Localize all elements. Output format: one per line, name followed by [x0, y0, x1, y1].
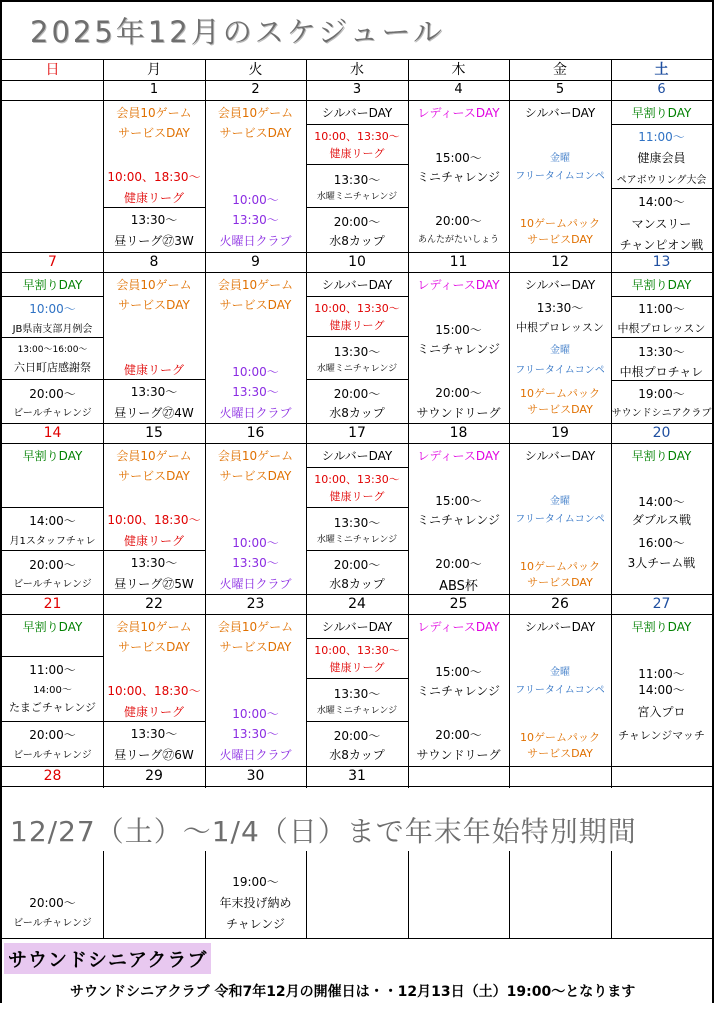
schedule-entry: シルバーDAY	[524, 620, 596, 634]
weekday-header: 木	[451, 62, 466, 78]
grid-line	[103, 721, 205, 722]
grid-line	[2, 423, 712, 424]
date-number: 23	[246, 596, 265, 612]
schedule-entry: レディースDAY	[417, 620, 500, 634]
schedule-entry: 3人チーム戦	[627, 556, 696, 570]
schedule-entry: レディースDAY	[417, 449, 500, 463]
schedule-entry: ミニチャレンジ	[416, 342, 501, 356]
schedule-entry: ミニチャレンジ	[416, 170, 501, 184]
schedule-entry: 10ゲームパック	[520, 387, 600, 400]
date-number: 12	[551, 254, 569, 270]
schedule-entry: 健康リーグ	[329, 490, 385, 503]
weekday-header: 金	[553, 62, 567, 78]
schedule-entry: シルバーDAY	[524, 449, 596, 463]
schedule-entry: 13:30～	[333, 516, 381, 530]
schedule-entry: 宮入プロ	[637, 705, 686, 719]
grid-line	[306, 296, 408, 297]
schedule-entry: 20:00～	[435, 728, 482, 742]
date-number: 17	[348, 425, 366, 441]
grid-line	[2, 379, 103, 380]
schedule-entry: 早割りDAY	[22, 620, 83, 634]
schedule-entry: フリータイムコンペ	[515, 514, 605, 525]
schedule-entry: 火曜日クラブ	[219, 406, 292, 420]
weekday-header: 月	[147, 62, 161, 78]
grid-line	[306, 164, 408, 165]
schedule-entry: 中根プロレッスン	[617, 322, 706, 335]
schedule-entry: 健康リーグ	[123, 705, 184, 719]
grid-line	[2, 938, 712, 939]
date-number: 6	[657, 82, 666, 97]
schedule-entry: ビールチャレンジ	[13, 408, 92, 419]
grid-line	[205, 59, 206, 788]
schedule-entry: 13:30～	[232, 385, 279, 399]
schedule-entry: ダブルス戦	[631, 513, 692, 527]
grid-line	[2, 766, 712, 767]
schedule-entry: 10ゲームパック	[520, 731, 600, 744]
schedule-entry: 20:00～	[435, 214, 482, 228]
schedule-entry: 15:00～	[435, 494, 482, 508]
schedule-entry: 11:00～	[638, 130, 685, 144]
grid-line	[306, 379, 408, 380]
schedule-entry: 健康会員	[637, 151, 686, 165]
schedule-entry: マンスリー	[631, 217, 692, 231]
date-number: 9	[251, 254, 260, 270]
schedule-entry: 昼リーグ㉗6W	[114, 748, 194, 762]
schedule-entry: サービスDAY	[118, 126, 190, 140]
grid-line	[611, 124, 712, 125]
grid-line	[2, 594, 712, 595]
grid-line	[306, 550, 408, 551]
schedule-entry: 13:30～	[130, 213, 178, 227]
schedule-entry: 金曜	[550, 153, 570, 164]
schedule-entry: 10:00～	[232, 536, 279, 550]
schedule-entry: 中根プロチャレ	[619, 365, 704, 379]
date-number: 21	[43, 596, 62, 612]
schedule-entry: ミニチャレンジ	[416, 684, 501, 698]
schedule-entry: 水曜ミニチャレンジ	[316, 364, 398, 374]
grid-line	[509, 851, 510, 938]
date-number: 2	[251, 82, 260, 97]
schedule-entry: 早割りDAY	[22, 449, 83, 463]
schedule-entry: 水曜ミニチャレンジ	[316, 706, 398, 716]
grid-line	[2, 100, 712, 101]
schedule-entry: 13:30～	[638, 345, 685, 359]
schedule-entry: 火曜日クラブ	[219, 577, 292, 591]
grid-line	[103, 851, 104, 938]
weekday-header: 日	[45, 62, 60, 78]
date-number: 16	[246, 425, 265, 441]
schedule-entry: サービスDAY	[527, 403, 593, 416]
schedule-entry: 13:30～	[536, 301, 584, 315]
schedule-entry: 会員10ゲーム	[116, 278, 192, 292]
schedule-entry: 20:00～	[29, 387, 76, 401]
schedule-entry: サービスDAY	[219, 469, 292, 483]
grid-line	[2, 443, 712, 444]
schedule-entry: チャレンジマッチ	[618, 729, 705, 742]
grid-line	[306, 507, 408, 508]
schedule-entry: レディースDAY	[417, 106, 500, 120]
grid-line	[2, 550, 103, 551]
schedule-entry: 健康リーグ	[123, 191, 184, 205]
schedule-entry: ペアボウリング大会	[616, 175, 707, 186]
schedule-entry: サービスDAY	[219, 126, 292, 140]
date-number: 4	[454, 82, 463, 97]
date-number: 1	[149, 82, 159, 97]
schedule-entry: サウンドシニアクラブ	[611, 408, 712, 419]
schedule-entry: 19:00～	[638, 387, 685, 401]
sound-senior-label: サウンドシニアクラブ	[4, 943, 211, 974]
date-number: 28	[43, 768, 62, 784]
date-number: 26	[551, 596, 569, 612]
schedule-entry: 金曜	[550, 667, 570, 678]
schedule-entry: 健康リーグ	[329, 319, 385, 332]
schedule-entry: 中根プロレッスン	[516, 321, 604, 334]
schedule-entry: 10:00～	[29, 302, 76, 316]
schedule-entry: 昼リーグ㉗4W	[114, 406, 194, 420]
schedule-entry: 年末投げ納め	[219, 896, 292, 910]
date-number: 14	[43, 425, 62, 441]
schedule-entry: フリータイムコンペ	[515, 365, 605, 376]
schedule-entry: シルバーDAY	[321, 278, 393, 292]
schedule-entry: シルバーDAY	[321, 449, 393, 463]
schedule-entry: 10ゲームパック	[520, 217, 600, 230]
schedule-entry: 10:00～	[232, 707, 279, 721]
schedule-entry: シルバーDAY	[524, 278, 596, 292]
grid-line	[611, 380, 712, 381]
grid-line	[306, 678, 408, 679]
schedule-entry: 水8カップ	[329, 234, 385, 248]
date-number: 8	[149, 254, 159, 270]
holiday-banner: 12/27（土）～1/4（日）まで年末年始特別期間	[10, 815, 637, 848]
grid-line	[306, 638, 408, 639]
schedule-entry: 会員10ゲーム	[217, 106, 294, 120]
date-number: 30	[246, 768, 265, 784]
schedule-entry: 金曜	[550, 496, 570, 507]
grid-line	[2, 272, 712, 273]
schedule-entry: 健康リーグ	[123, 534, 184, 548]
schedule-entry: 10:00、13:30～	[314, 302, 400, 315]
schedule-entry: サービスDAY	[219, 298, 292, 312]
date-number: 18	[449, 425, 468, 441]
date-number: 7	[48, 254, 57, 270]
schedule-entry: 15:00～	[435, 665, 482, 679]
schedule-entry: ビールチャレンジ	[13, 750, 92, 761]
schedule-entry: 20:00～	[435, 386, 482, 400]
date-number: 11	[449, 254, 468, 270]
schedule-entry: 14:00～	[638, 683, 685, 697]
schedule-entry: サウンドリーグ	[416, 748, 501, 762]
schedule-entry: 10:00、18:30～	[107, 170, 201, 184]
schedule-entry: 14:00～	[29, 514, 76, 528]
schedule-entry: 13:30～	[130, 727, 178, 741]
schedule-entry: 15:00～	[435, 323, 482, 337]
schedule-entry: 会員10ゲーム	[116, 106, 192, 120]
grid-line	[2, 252, 712, 253]
schedule-entry: 13:30～	[232, 213, 279, 227]
schedule-entry: 健康リーグ	[329, 661, 385, 674]
schedule-entry: 会員10ゲーム	[217, 278, 294, 292]
grid-line	[306, 207, 408, 208]
schedule-entry: 20:00～	[29, 896, 76, 910]
schedule-entry: 19:00～	[232, 875, 279, 889]
schedule-entry: 火曜日クラブ	[219, 748, 292, 762]
schedule-entry: 10:00～	[232, 193, 279, 207]
grid-line	[408, 851, 409, 938]
schedule-entry: サウンドリーグ	[416, 406, 501, 420]
schedule-entry: 14:00～	[638, 495, 685, 509]
schedule-entry: 会員10ゲーム	[116, 620, 192, 634]
grid-line	[306, 467, 408, 468]
date-number: 15	[145, 425, 163, 441]
grid-line	[306, 721, 408, 722]
schedule-entry: あんたがたいしょう	[417, 235, 499, 245]
grid-line	[611, 296, 712, 297]
grid-line	[2, 507, 103, 508]
grid-line	[2, 337, 103, 338]
date-number: 22	[145, 596, 163, 612]
schedule-entry: サービスDAY	[527, 576, 593, 589]
date-number: 13	[652, 254, 671, 270]
schedule-entry: ビールチャレンジ	[13, 918, 92, 929]
date-number: 29	[145, 768, 163, 784]
schedule-entry: 14:00～	[33, 685, 72, 696]
schedule-entry: 水曜ミニチャレンジ	[316, 535, 398, 545]
schedule-entry: 20:00～	[333, 387, 381, 401]
grid-line	[103, 379, 205, 380]
schedule-entry: フリータイムコンペ	[515, 171, 605, 182]
date-number: 31	[348, 768, 366, 784]
schedule-entry: 会員10ゲーム	[217, 620, 294, 634]
schedule-entry: 20:00～	[29, 558, 76, 572]
schedule-entry: 早割りDAY	[22, 278, 83, 292]
schedule-entry: 13:30～	[232, 727, 279, 741]
schedule-entry: 10:00、13:30～	[314, 473, 400, 486]
schedule-entry: レディースDAY	[417, 278, 500, 292]
schedule-entry: 13:00～16:00～	[17, 345, 88, 355]
schedule-entry: 13:30～	[333, 345, 381, 359]
schedule-entry: 11:00～	[638, 302, 685, 316]
schedule-entry: サービスDAY	[219, 640, 292, 654]
schedule-entry: 20:00～	[435, 557, 482, 571]
schedule-entry: 早割りDAY	[631, 106, 692, 120]
schedule-entry: 早割りDAY	[631, 278, 692, 292]
schedule-entry: 20:00～	[333, 558, 381, 572]
date-number: 20	[652, 425, 671, 441]
schedule-entry: 11:00～	[29, 663, 76, 677]
date-number: 3	[352, 82, 362, 97]
schedule-entry: 13:30～	[333, 173, 381, 187]
schedule-entry: 13:30～	[333, 687, 381, 701]
schedule-entry: 月1スタッフチャレ	[9, 536, 96, 547]
schedule-entry: サービスDAY	[527, 233, 593, 246]
schedule-entry: 早割りDAY	[631, 449, 692, 463]
schedule-entry: 水8カップ	[329, 577, 385, 591]
grid-line	[2, 656, 103, 657]
date-number: 5	[555, 82, 565, 97]
schedule-entry: 10ゲームパック	[520, 560, 600, 573]
schedule-entry: 昼リーグ㉗3W	[114, 234, 194, 248]
schedule-entry: 20:00～	[333, 729, 381, 743]
schedule-entry: 水8カップ	[329, 748, 385, 762]
schedule-entry: 火曜日クラブ	[219, 234, 292, 248]
schedule-entry: 六日町店感謝祭	[14, 361, 91, 374]
schedule-entry: サービスDAY	[118, 640, 190, 654]
schedule-entry: サービスDAY	[118, 469, 190, 483]
grid-line	[2, 721, 103, 722]
schedule-entry: シルバーDAY	[321, 106, 393, 120]
schedule-entry: 10:00、13:30～	[314, 130, 400, 143]
grid-line	[306, 124, 408, 125]
schedule-entry: 10:00、18:30～	[107, 684, 201, 698]
schedule-entry: たまごチャレンジ	[8, 701, 97, 714]
schedule-entry: ミニチャレンジ	[416, 513, 501, 527]
page-title: 2025年12月のスケジュール	[30, 15, 445, 49]
grid-line	[103, 550, 205, 551]
grid-line	[611, 851, 612, 938]
schedule-entry: 11:00～	[638, 667, 685, 681]
grid-line	[103, 207, 205, 208]
weekday-header: 土	[654, 62, 669, 78]
grid-line	[2, 786, 712, 787]
footer-note: サウンドシニアクラブ 令和7年12月の開催日は・・12月13日（土）19:00～となります	[70, 984, 636, 1000]
schedule-entry: 15:00～	[435, 151, 482, 165]
schedule-entry: 健康リーグ	[123, 363, 184, 377]
weekday-header: 水	[350, 62, 364, 78]
schedule-entry: 14:00～	[638, 195, 685, 209]
schedule-entry: 10:00、18:30～	[107, 513, 201, 527]
schedule-entry: 10:00、13:30～	[314, 644, 400, 657]
schedule-entry: シルバーDAY	[524, 106, 596, 120]
date-number: 25	[449, 596, 468, 612]
schedule-entry: 会員10ゲーム	[217, 449, 294, 463]
schedule-entry: 早割りDAY	[631, 620, 692, 634]
schedule-entry: 健康リーグ	[329, 147, 385, 160]
date-number: 10	[348, 254, 366, 270]
schedule-entry: 13:30～	[130, 556, 178, 570]
schedule-entry: ビールチャレンジ	[13, 579, 92, 590]
schedule-entry: 10:00～	[232, 365, 279, 379]
grid-line	[2, 296, 103, 297]
schedule-entry: 会員10ゲーム	[116, 449, 192, 463]
grid-line	[306, 336, 408, 337]
date-number: 27	[652, 596, 671, 612]
schedule-entry: サービスDAY	[118, 298, 190, 312]
schedule-entry: 13:30～	[232, 556, 279, 570]
schedule-entry: 水曜ミニチャレンジ	[316, 192, 398, 202]
schedule-entry: 20:00～	[333, 215, 381, 229]
date-number: 24	[348, 596, 366, 612]
schedule-entry: JB県南支部月例会	[12, 324, 93, 335]
schedule-entry: サービスDAY	[527, 747, 593, 760]
schedule-entry: ABS杯	[439, 579, 478, 594]
schedule-entry: 金曜	[550, 345, 570, 356]
schedule-entry: 16:00～	[638, 536, 685, 550]
schedule-entry: チャンピオン戦	[619, 238, 704, 252]
schedule-entry: フリータイムコンペ	[515, 685, 605, 696]
date-number: 19	[551, 425, 569, 441]
weekday-header: 火	[248, 62, 263, 78]
grid-line	[611, 188, 712, 189]
schedule-entry: チャレンジ	[225, 917, 286, 931]
schedule-entry: シルバーDAY	[321, 620, 393, 634]
schedule-entry: 昼リーグ㉗5W	[114, 577, 194, 591]
grid-line	[2, 614, 712, 615]
grid-line	[306, 851, 307, 938]
schedule-entry: 20:00～	[29, 728, 76, 742]
schedule-entry: 13:30～	[130, 385, 178, 399]
schedule-entry: 水8カップ	[329, 406, 385, 420]
grid-line	[611, 337, 712, 338]
